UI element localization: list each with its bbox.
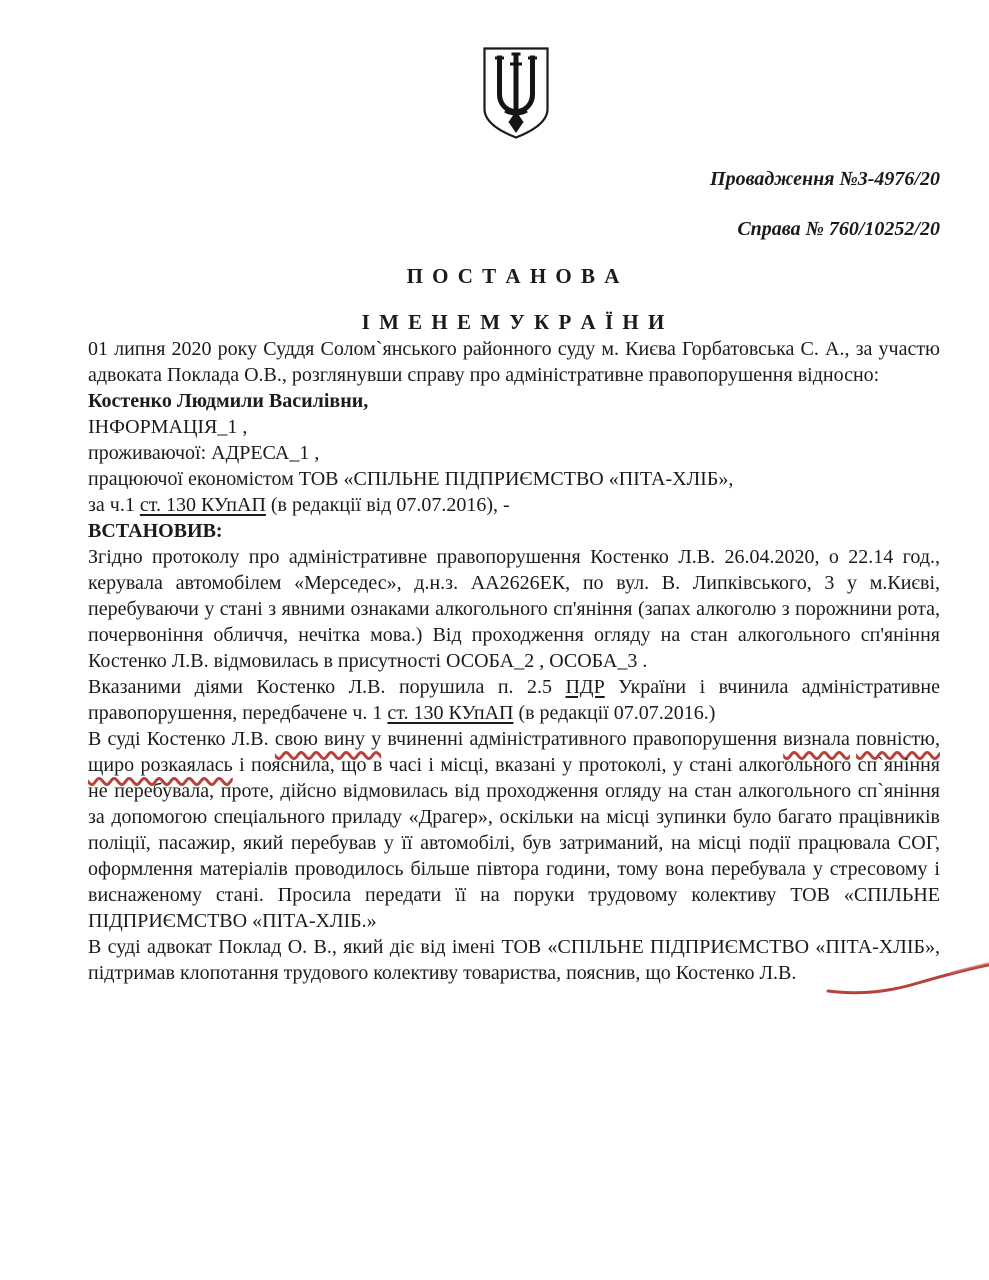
charge-line xyxy=(88,492,940,518)
testimony-text-tail: і пояснила, що в часі і місці, вказані у протоколі, у стані алкогольного сп`яніння не перебувала, проте, дійсно відмовилась від проходження огляду на стан алкогольного сп`яніння за допомогою спеціального приладу «Драгер», оскільки на місці зупинки було багато працівників поліції, пасажир, який перебував у її автомобілі, був затриманий, на місці події працювала СОГ, оформлення матеріалів проводилось більше півтора години, тому вона перебувала у стресовому і виснаженому стані. Просила передати її на поруки трудовому колективу ТОВ «СПІЛЬНЕ ПІДПРИЄМСТВО «ПІТА-ХЛІБ.» xyxy=(88,754,940,932)
document-title: П О С Т А Н О В А xyxy=(406,264,622,288)
red-underlined-phrase: свою вину у xyxy=(274,728,382,750)
testimony-text: В суді Костенко Л.В. xyxy=(88,728,275,750)
violation-text: України і вчинила адміністративне правопорушення, передбачене ч. 1 xyxy=(88,676,941,724)
red-underlined-phrase: повністю, xyxy=(856,728,940,750)
paragraph-violation xyxy=(88,674,940,726)
paragraph-testimony xyxy=(88,726,940,934)
charge-article-link: ст. 130 КУпАП xyxy=(139,494,266,516)
employment-line: працюючої економістом ТОВ «СПІЛЬНЕ ПІДПРИЄМСТВО «ПІТА-ХЛІБ», xyxy=(88,468,734,490)
anonymized-info-line: ІНФОРМАЦІЯ_1 , xyxy=(88,416,248,438)
established-heading: ВСТАНОВИВ: xyxy=(88,520,223,542)
trident-emblem-icon xyxy=(481,45,551,141)
article-130-link: ст. 130 КУпАП xyxy=(387,702,514,724)
red-underlined-phrase: визнала xyxy=(783,728,850,750)
violation-text: Вказаними діями Костенко Л.В. порушила п. 2.5 xyxy=(88,676,566,698)
charge-text: за ч.1 xyxy=(88,494,140,516)
testimony-text: вчиненні адміністративного правопорушення xyxy=(381,728,784,750)
paragraph-intro: 01 липня 2020 року Суддя Солом`янського районного суду м. Києва Горбатовська С. А., за участю адвоката Поклада О.В., розглянувши справу про адміністративне правопорушення відносно: xyxy=(88,338,940,386)
violation-text-tail: (в редакції 07.07.2016.) xyxy=(513,702,716,724)
proceeding-number: Провадження №3-4976/20 xyxy=(710,168,940,190)
case-number: Справа № 760/10252/20 xyxy=(737,218,940,240)
residence-line: проживаючої: АДРЕСА_1 , xyxy=(88,442,320,464)
ukraine-coat-of-arms-icon xyxy=(481,45,551,141)
defendant-name: Костенко Людмили Василівни, xyxy=(88,390,369,412)
paragraph-advocate: В суді адвокат Поклад О. В., який діє від імені ТОВ «СПІЛЬНЕ ПІДПРИЄМСТВО «ПІТА-ХЛІБ», підтримав клопотання трудового колективу товариства, пояснив, що Костенко Л.В. xyxy=(88,936,940,984)
charge-text-tail: (в редакції від 07.07.2016), - xyxy=(265,494,510,516)
traffic-rules-link: ПДР xyxy=(565,676,605,698)
red-underlined-phrase: щиро розкаялась xyxy=(88,754,233,776)
document-subtitle: І М Е Н Е М У К Р А Ї Н И xyxy=(361,310,667,334)
paragraph-protocol: Згідно протоколу про адміністративне правопорушення Костенко Л.В. 26.04.2020, о 22.14 год., керувала автомобілем «Мерседес», д.н.з. АА2626ЕК, по вул. В. Липківського, 3 у м.Києві, перебуваючи у стані з явними ознаками алкогольного сп'яніння (запах алкоголю з порожнини рота, почервоніння обличчя, нечітка мова.) Від проходження огляду на стан алкогольного сп'яніння Костенко Л.В. відмовилась в присутності ОСОБА_2 , ОСОБА_3 . xyxy=(88,546,940,672)
